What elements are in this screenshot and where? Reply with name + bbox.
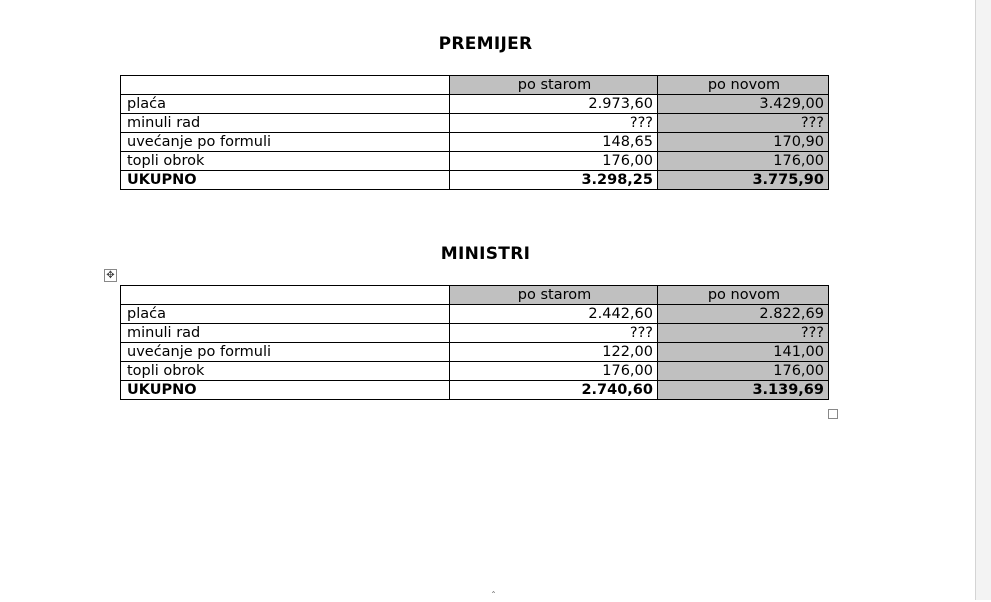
header-new-cell[interactable]: po novom (658, 286, 829, 305)
text-cursor-icon: ˆ (491, 591, 496, 602)
table-row (121, 362, 829, 381)
row-label-cell[interactable]: minuli rad (121, 114, 450, 133)
row-label-cell[interactable]: topli obrok (121, 362, 450, 381)
table-row (121, 133, 829, 152)
table-header-row (121, 76, 829, 95)
row-new-cell[interactable]: 170,90 (658, 133, 829, 152)
table-row (121, 114, 829, 133)
total-new-cell[interactable]: 3.139,69 (658, 381, 829, 400)
header-label-cell[interactable] (121, 76, 450, 95)
row-new-cell[interactable]: ??? (658, 114, 829, 133)
row-new-cell[interactable]: 176,00 (658, 152, 829, 171)
row-old-cell[interactable]: 176,00 (450, 152, 658, 171)
table-row (121, 152, 829, 171)
row-label-cell[interactable]: uvećanje po formuli (121, 133, 450, 152)
row-old-cell[interactable]: 2.442,60 (450, 305, 658, 324)
row-old-cell[interactable]: 176,00 (450, 362, 658, 381)
total-old-cell[interactable]: 2.740,60 (450, 381, 658, 400)
premijer-title: PREMIJER (438, 34, 533, 54)
resize-handle-icon[interactable] (828, 409, 838, 419)
row-label-cell[interactable]: topli obrok (121, 152, 450, 171)
move-icon[interactable]: ✥ (104, 269, 117, 282)
table-total-row (121, 381, 829, 400)
row-label-cell[interactable]: plaća (121, 95, 450, 114)
table-header-row (121, 286, 829, 305)
table-row (121, 324, 829, 343)
row-label-cell[interactable]: uvećanje po formuli (121, 343, 450, 362)
table-row (121, 95, 829, 114)
row-new-cell[interactable]: 176,00 (658, 362, 829, 381)
row-old-cell[interactable]: 2.973,60 (450, 95, 658, 114)
total-label-cell[interactable]: UKUPNO (121, 381, 450, 400)
row-label-cell[interactable]: plaća (121, 305, 450, 324)
row-old-cell[interactable]: ??? (450, 324, 658, 343)
table-row (121, 305, 829, 324)
table-total-row (121, 171, 829, 190)
row-new-cell[interactable]: ??? (658, 324, 829, 343)
total-new-cell[interactable]: 3.775,90 (658, 171, 829, 190)
header-old-cell[interactable]: po starom (450, 76, 658, 95)
row-old-cell[interactable]: ??? (450, 114, 658, 133)
ministri-table (120, 285, 829, 400)
ministri-title: MINISTRI (440, 244, 531, 264)
total-old-cell[interactable]: 3.298,25 (450, 171, 658, 190)
header-label-cell[interactable] (121, 286, 450, 305)
row-label-cell[interactable]: minuli rad (121, 324, 450, 343)
row-new-cell[interactable]: 3.429,00 (658, 95, 829, 114)
row-new-cell[interactable]: 2.822,69 (658, 305, 829, 324)
total-label-cell[interactable]: UKUPNO (121, 171, 450, 190)
header-new-cell[interactable]: po novom (658, 76, 829, 95)
header-old-cell[interactable]: po starom (450, 286, 658, 305)
table-row (121, 343, 829, 362)
row-old-cell[interactable]: 148,65 (450, 133, 658, 152)
row-old-cell[interactable]: 122,00 (450, 343, 658, 362)
workspace-gutter (976, 0, 991, 600)
row-new-cell[interactable]: 141,00 (658, 343, 829, 362)
premijer-table (120, 75, 829, 190)
